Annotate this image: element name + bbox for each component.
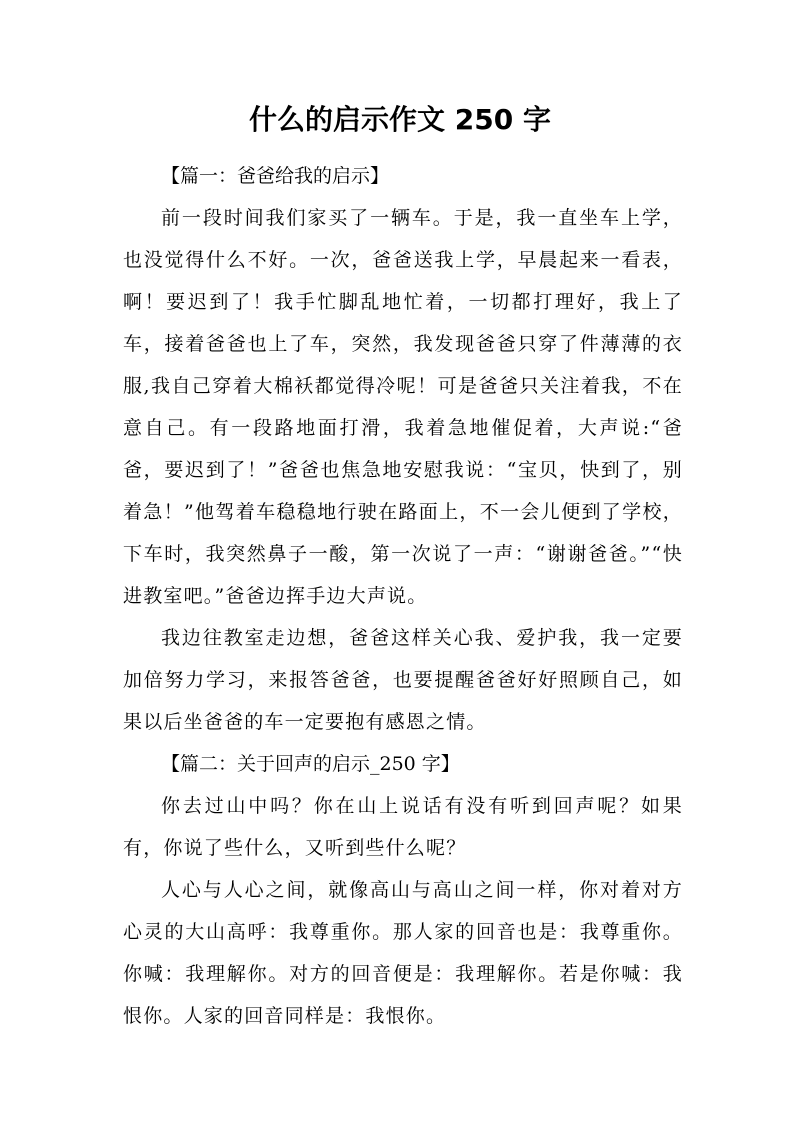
paragraph: 前一段时间我们家买了一辆车。于是，我一直坐车上学，也没觉得什么不好。一次，爸爸送我上学，早晨起来一看表，啊！要迟到了！我手忙脚乱地忙着，一切都打理好，我上了车，接着爸爸也上了车，突然，我发现爸爸只穿了件薄薄的衣服,我自己穿着大棉袄都觉得冷呢！可是爸爸只关注着我，不在意自己。有一段路地面打滑，我着急地催促着，大声说:“爸爸，要迟到了！”爸爸也焦急地安慰我说：“宝贝，快到了，别着急！”他驾着车稳稳地行驶在路面上，不一会儿便到了学校，下车时，我突然鼻子一酸，第一次说了一声：“谢谢爸爸。”“快进教室吧。”爸爸边挥手边大声说。 [123,207,683,607]
paragraph: 我边往教室走边想，爸爸这样关心我、爱护我，我一定要加倍努力学习，来报答爸爸，也要提醒爸爸好好照顾自己，如果以后坐爸爸的车一定要抱有感恩之情。 [123,627,683,733]
section-heading-2: 【篇二：关于回声的启示_250 字】 [161,753,460,775]
paragraph: 你去过山中吗？你在山上说话有没有听到回声呢？如果有，你说了些什么，又听到些什么呢？ [123,795,683,859]
section-heading-1: 【篇一：爸爸给我的启示】 [161,165,390,187]
paragraph: 人心与人心之间，就像高山与高山之间一样，你对着对方心灵的大山高呼：我尊重你。那人家的回音也是：我尊重你。你喊：我理解你。对方的回音便是：我理解你。若是你喊：我恨你。人家的回音同样是：我恨你。 [123,879,683,1027]
document-title: 什么的启示作文 250 字 [249,103,551,136]
document-body [123,155,683,1037]
